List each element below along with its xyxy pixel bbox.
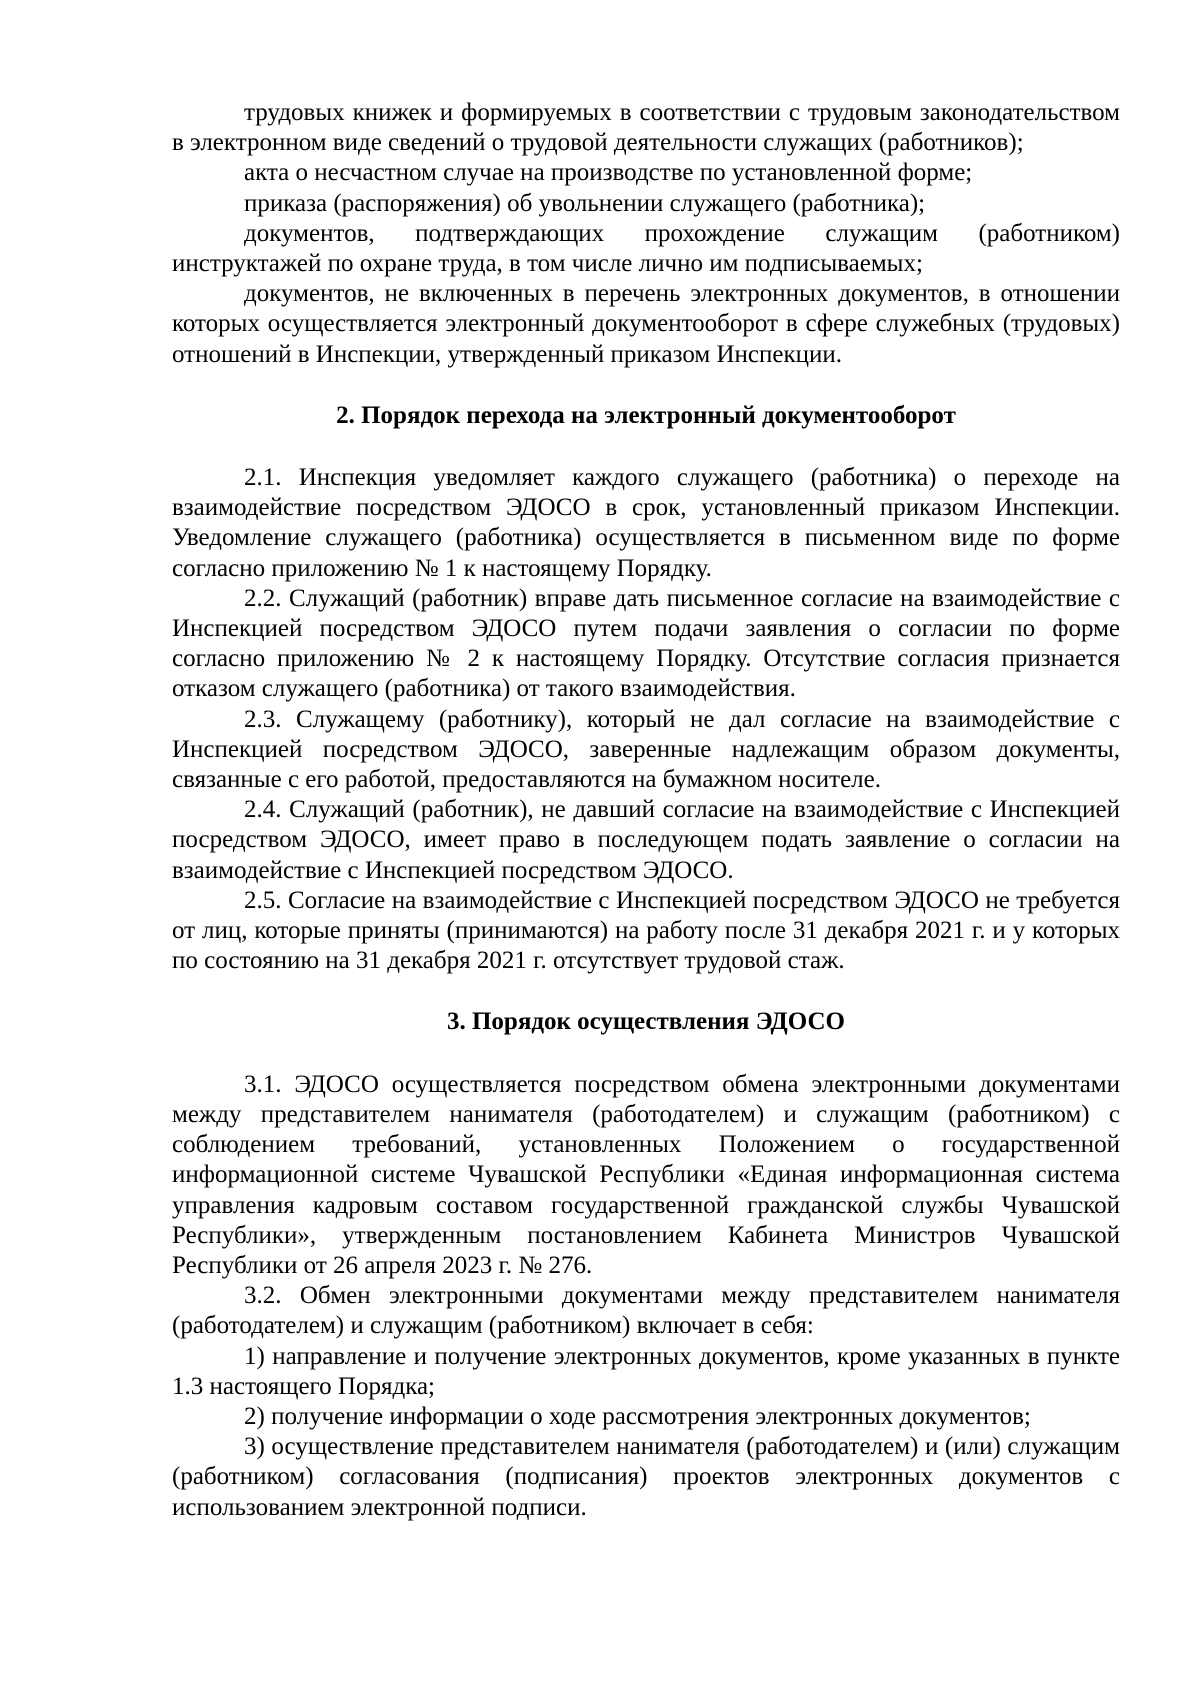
- section-paragraph: 1) направление и получение электронных документов, кроме указанных в пункте 1.3 настоящего Порядка;: [172, 1342, 1120, 1400]
- spacer: [172, 1038, 1120, 1070]
- section-paragraph: 2.1. Инспекция уведомляет каждого служащего (работника) о переходе на взаимодействие посредством ЭДОСО в срок, установленный приказом Инспекции. Уведомление служащего (работника) осуществляется в письменном виде по форме согласно приложению № 1 к настоящему Порядку.: [172, 464, 1120, 582]
- section-paragraph: 2.4. Служащий (работник), не давший согласие на взаимодействие с Инспекцией посредством ЭДОСО, имеет право в последующем подать заявление о согласии на взаимодействие с Инспекцией посредством ЭДОСО.: [172, 796, 1120, 884]
- section-paragraph: 2.5. Согласие на взаимодействие с Инспекцией посредством ЭДОСО не требуется от лиц, которые приняты (принимаются) на работу после 31 декабря 2021 г. и у которых по состоянию на 31 декабря 2021 г. отсутствует трудовой стаж.: [172, 886, 1120, 975]
- intro-paragraph: трудовых книжек и формируемых в соответствии с трудовым законодательством в электронном виде сведений о трудовой деятельности служащих (работников);: [172, 99, 1120, 157]
- intro-paragraph: документов, не включенных в перечень электронных документов, в отношении которых осуществляется электронный документооборот в сфере служебных (трудовых) отношений в Инспекции, утвержденный приказом Инспекции.: [172, 280, 1120, 368]
- section-paragraph: 2) получение информации о ходе рассмотрения электронных документов;: [244, 1402, 1031, 1430]
- spacer: [172, 370, 1120, 401]
- intro-paragraph: акта о несчастном случае на производстве по установленной форме;: [244, 159, 973, 187]
- section-paragraph: 2.2. Служащий (работник) вправе дать письменное согласие на взаимодействие с Инспекцией посредством ЭДОСО путем подачи заявления о согласии по форме согласно приложению № 2 к настоящему Порядку. Отсутствие согласия признается отказом служащего (работника) от такого взаимодействия.: [172, 584, 1120, 703]
- document-body: [172, 98, 1120, 1523]
- intro-paragraph: документов, подтверждающих прохождение служащим (работником) инструктажей по охране труда, в том числе лично им подписываемых;: [172, 219, 1120, 278]
- spacer: [172, 431, 1120, 463]
- section-heading: 2. Порядок перехода на электронный документооборот: [336, 401, 956, 429]
- section-paragraph: 3) осуществление представителем нанимателя (работодателем) и (или) служащим (работником) согласования (подписания) проектов электронных документов с использованием электронной подписи.: [172, 1433, 1120, 1521]
- section-paragraph: 3.1. ЭДОСО осуществляется посредством обмена электронными документами между представителем нанимателя (работодателем) и служащим (работником) с соблюдением требований, установленных Положением о государственной информационной системе Чувашской Республики «Единая информационная система управления кадровым составом государственной гражданской службы Чувашской Республики», утвержденным постановлением Кабинета Министров Чувашской Республики от 26 апреля 2023 г. № 276.: [172, 1070, 1120, 1279]
- spacer: [172, 976, 1120, 1007]
- section-heading: 3. Порядок осуществления ЭДОСО: [446, 1008, 845, 1036]
- section-paragraph: 3.2. Обмен электронными документами между представителем нанимателя (работодателем) и служащим (работником) включает в себя:: [172, 1282, 1120, 1340]
- intro-paragraph: приказа (распоряжения) об увольнении служащего (работника);: [244, 189, 926, 217]
- section-paragraph: 2.3. Служащему (работнику), который не дал согласие на взаимодействие с Инспекцией посредством ЭДОСО, заверенные надлежащим образом документы, связанные с его работой, предоставляются на бумажном носителе.: [172, 705, 1120, 794]
